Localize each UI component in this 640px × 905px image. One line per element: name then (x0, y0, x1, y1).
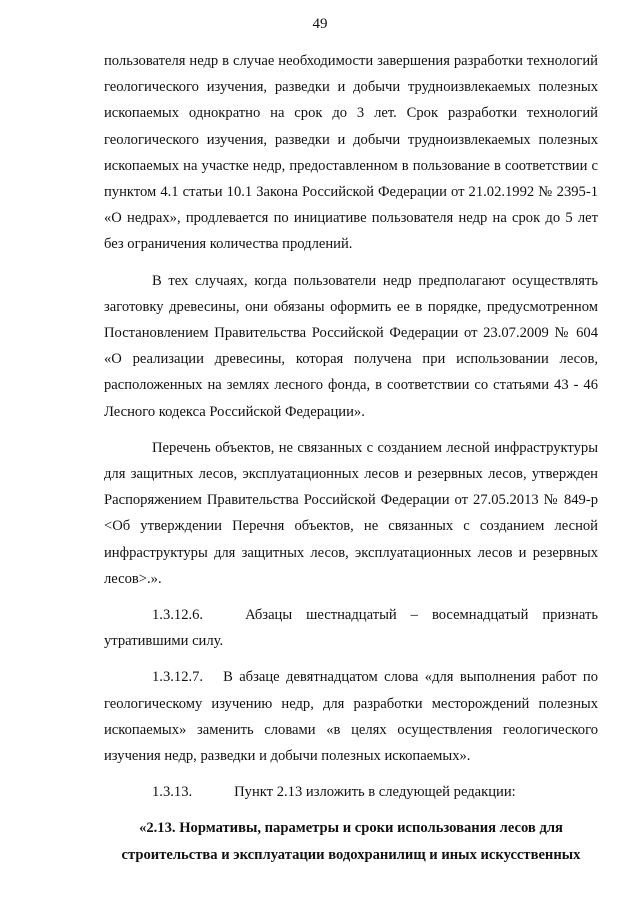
page-number: 49 (312, 16, 328, 32)
clause-number: 1.3.12.7. (152, 669, 204, 686)
paragraph-1-3-13 (104, 779, 598, 805)
paragraph-object-list: Перечень объектов, не связанных с созданием лесной инфраструктуры для защитных лесов, эксплуатационных лесов и резервных лесов, утвержден Распоряжением Правительства Российской Федерации от 27.05.2013 № 849-р <Об утверждении Перечня объектов, не связанных с созданием лесной инфраструктуры для защитных лесов, эксплуатационных лесов и резервных лесов>.». (104, 439, 598, 587)
section-heading-2-13: «2.13. Нормативы, параметры и сроки использования лесов для строительства и эксплуатации водохранилищ и иных искусственных (121, 820, 581, 863)
paragraph-1-3-12-6 (104, 602, 598, 654)
document-body (104, 48, 598, 868)
clause-text: Абзацы шестнадцатый – восемнадцатый признать утратившими силу. (104, 607, 598, 650)
clause-number: 1.3.13. (152, 784, 193, 801)
paragraph-timber-harvesting: В тех случаях, когда пользователи недр предполагают осуществлять заготовку древесины, они обязаны оформить ее в порядке, предусмотренном Постановлением Правительства Российской Федерации от 23.07.2009 № 604 «О реализации древесины, которая получена при использовании лесов, расположенных на землях лесного фонда, в соответствии со статьями 43 - 46 Лесного кодекса Российской Федерации». (104, 272, 598, 420)
clause-text: В абзаце девятнадцатом слова «для выполнения работ по геологическому изучению недр, для разработки месторождений полезных ископаемых» заменить словами «в целях осуществления геологического изучения недр, разведки и добычи полезных ископаемых». (104, 669, 598, 765)
clause-text: Пункт 2.13 изложить в следующей редакции: (234, 784, 516, 801)
paragraph-1-3-12-7 (104, 664, 598, 769)
clause-number: 1.3.12.6. (152, 607, 204, 624)
paragraph-subsoil-term: пользователя недр в случае необходимости завершения разработки технологий геологического изучения, разведки и добычи трудноизвлекаемых полезных ископаемых однократно на срок до 3 лет. Срок разработки технологий геологического изучения, разведки и добычи трудноизвлекаемых полезных ископаемых на участке недр, предоставленном в пользование в соответствии с пунктом 4.1 статьи 10.1 Закона Российской Федерации от 21.02.1992 № 2395-1 «О недрах», продлевается по инициативе пользователя недр на срок до 5 лет без ограничения количества продлений. (104, 53, 598, 253)
